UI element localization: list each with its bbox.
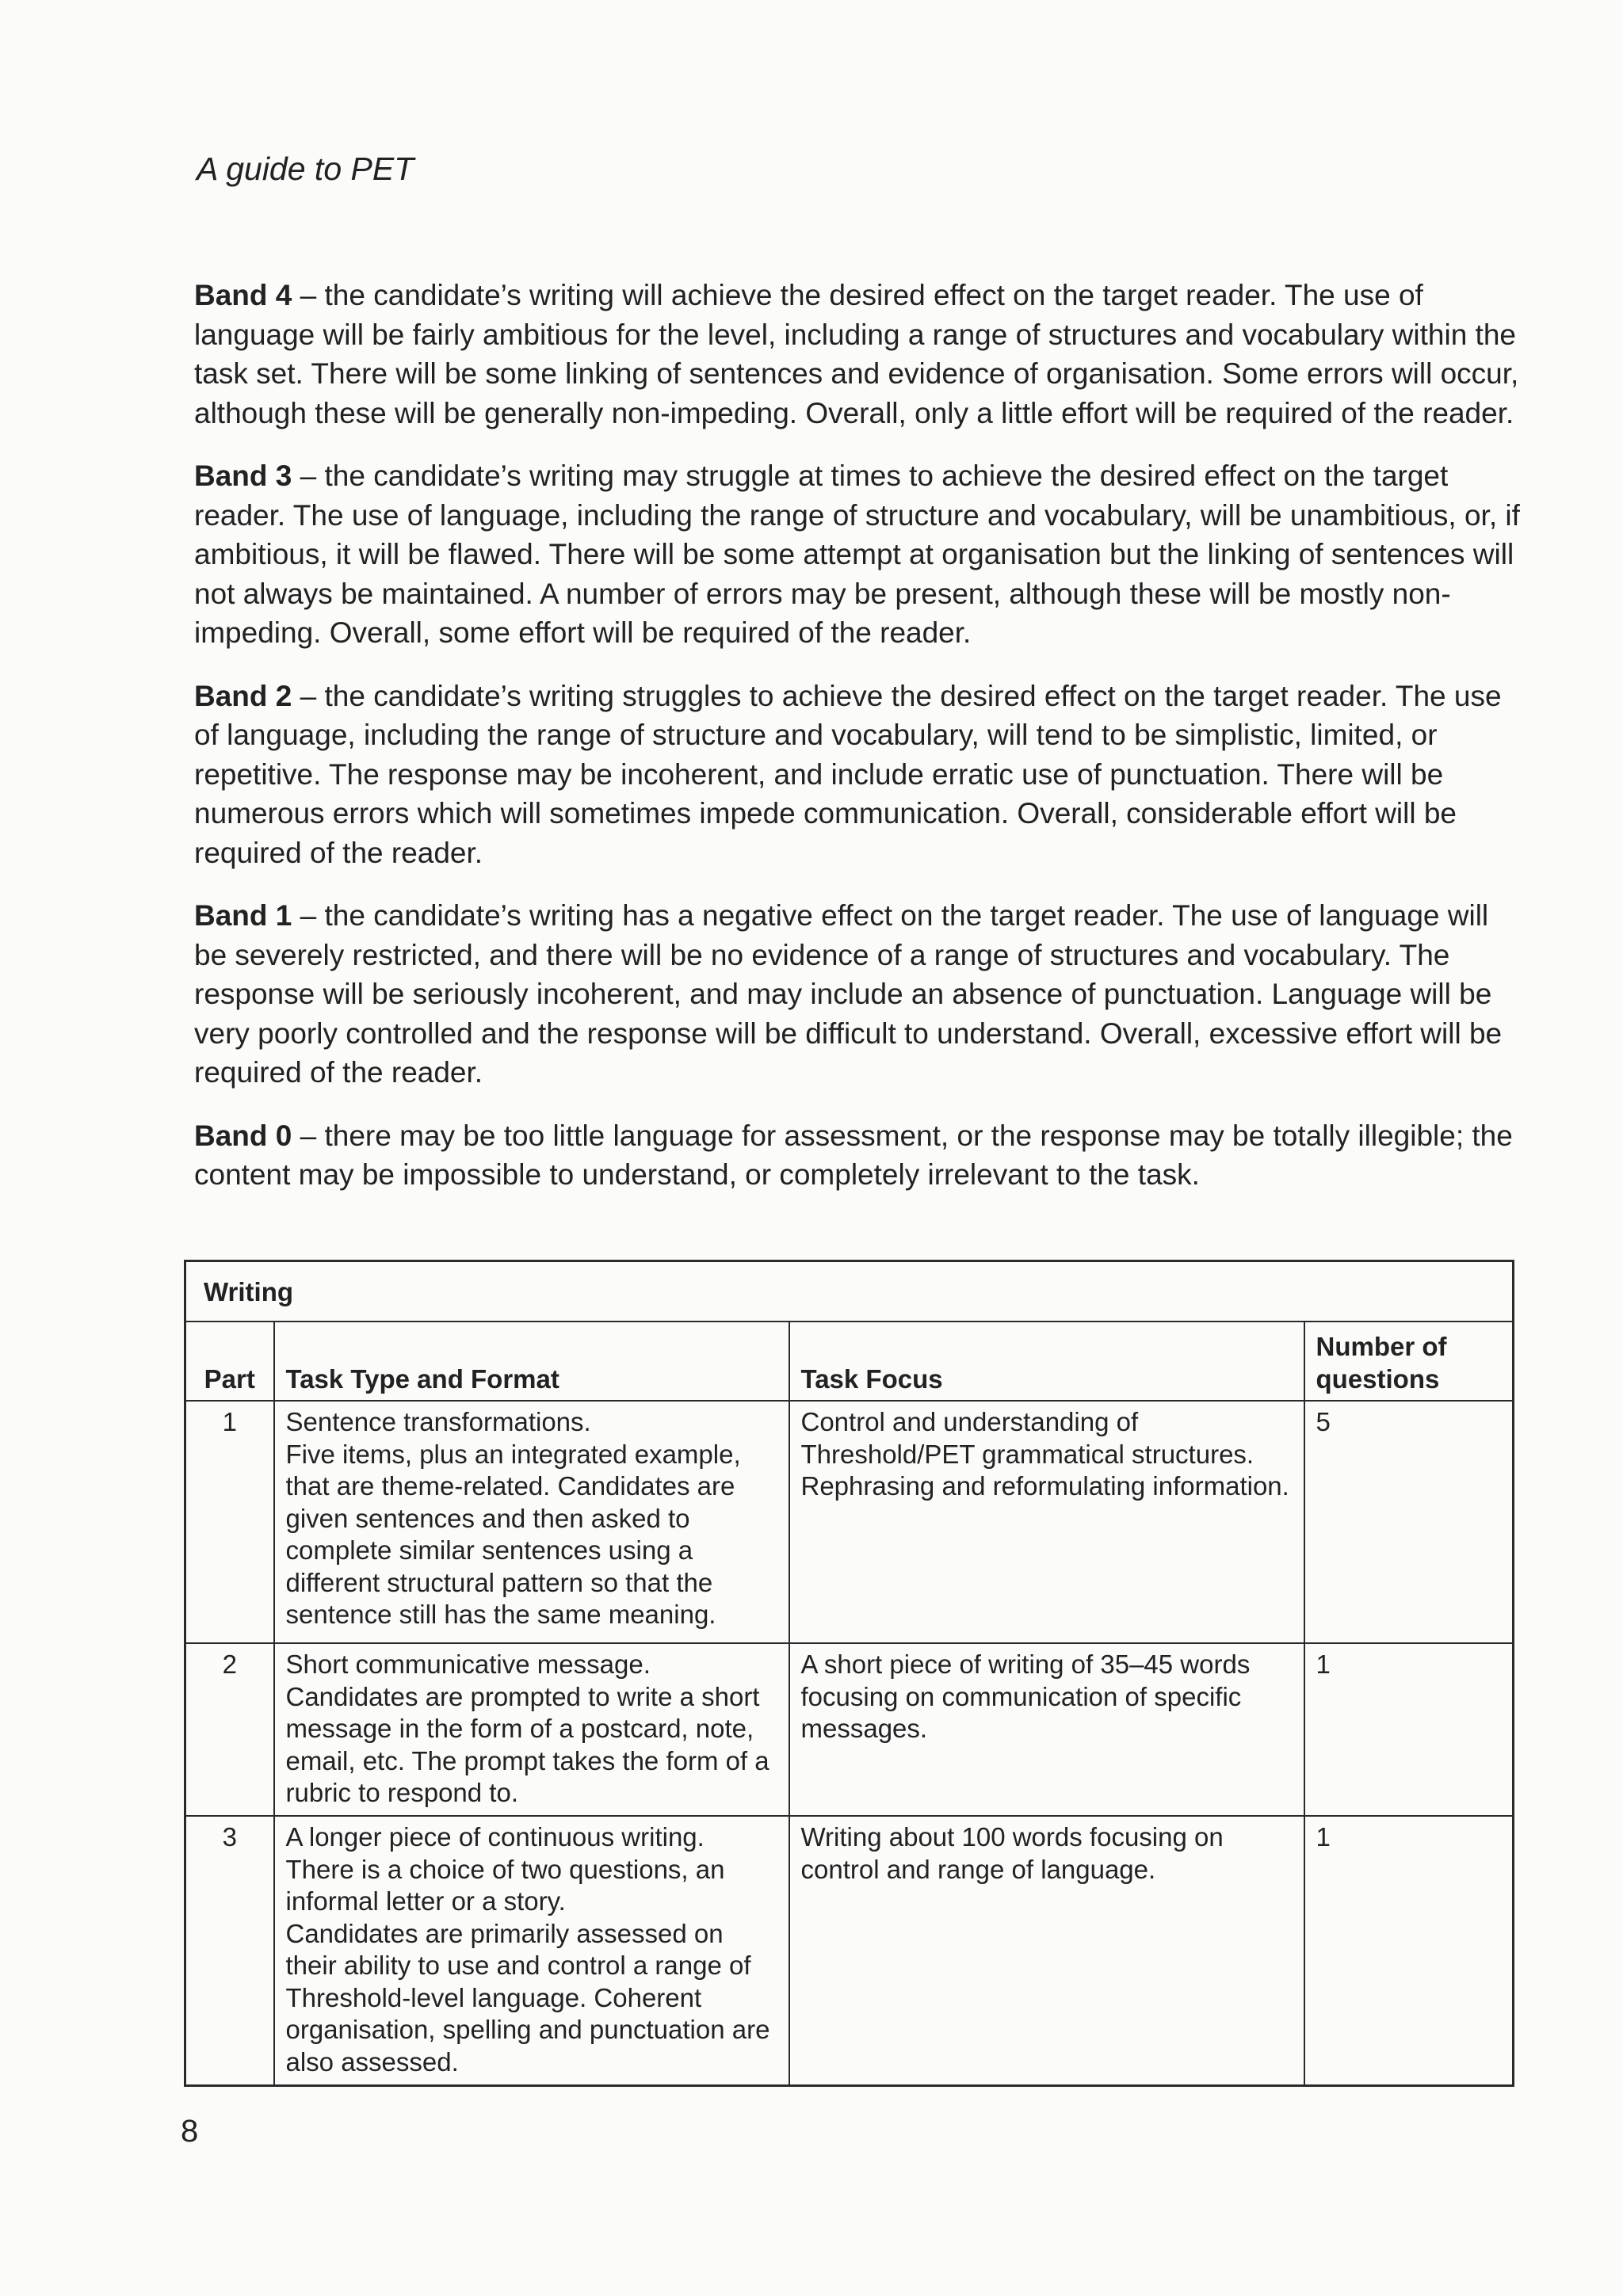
header-part: Part (185, 1322, 274, 1401)
part-cell: 3 (185, 1816, 274, 2086)
table-row (185, 1816, 1514, 2086)
table-title-row (185, 1261, 1514, 1322)
header-task-focus: Task Focus (789, 1322, 1304, 1401)
band-text: – there may be too little language for assessment, or the response may be totally illegible; the content may be impossible to understand, or completely irrelevant to the task. (194, 1119, 1513, 1191)
part-cell: 1 (185, 1401, 274, 1643)
band-1-paragraph (194, 896, 1526, 1093)
band-label: Band 0 (194, 1119, 292, 1152)
task-focus-cell: Writing about 100 words focusing on control and range of language. (789, 1816, 1304, 2086)
task-type-cell: A longer piece of continuous writing. There is a choice of two questions, an informal letter or a story. Candidates are primarily assessed on their ability to use and control a range of Threshold-level language. Coherent organisation, spelling and punctuation are also assessed. (274, 1816, 789, 2086)
running-title: A guide to PET (197, 151, 414, 187)
band-text: – the candidate’s writing has a negative effect on the target reader. The use of language will be severely restricted, and there will be no evidence of a range of structures and vocabulary. The response will be seriously incoherent, and may include an absence of punctuation. Language will be very poorly controlled and the response will be difficult to understand. Overall, excessive effort will be required of the reader. (194, 899, 1503, 1089)
table-title: Writing (185, 1261, 1514, 1322)
table-header-row (185, 1322, 1514, 1401)
task-focus-cell: A short piece of writing of 35–45 words focusing on communication of specific messages. (789, 1643, 1304, 1816)
band-label: Band 3 (194, 460, 292, 492)
band-3-paragraph (194, 456, 1526, 653)
band-0-paragraph (194, 1116, 1526, 1195)
task-type-cell: Sentence transformations. Five items, plus an integrated example, that are theme-related. Candidates are given sentences and then asked to complete similar sentences using a different structural pattern so that the sentence still has the same meaning. (274, 1401, 789, 1643)
num-questions-cell: 5 (1304, 1401, 1514, 1643)
table-row (185, 1401, 1514, 1643)
page-number: 8 (181, 2114, 199, 2149)
band-text: – the candidate’s writing may struggle at times to achieve the desired effect on the target reader. The use of language, including the range of structure and vocabulary, will be unambitious, or, if ambitious, it will be flawed. There will be some attempt at organisation but the linking of sentences will not always be maintained. A number of errors may be present, although these will be mostly non-impeding. Overall, some effort will be required of the reader. (194, 460, 1520, 649)
band-label: Band 2 (194, 679, 292, 712)
band-descriptors (194, 276, 1526, 1219)
band-label: Band 4 (194, 279, 292, 311)
band-text: – the candidate’s writing struggles to achieve the desired effect on the target reader. The use of language, including the range of structure and vocabulary, will tend to be simplistic, limited, or repetitive. The response may be incoherent, and include erratic use of punctuation. There will be numerous errors which will sometimes impede communication. Overall, considerable effort will be required of the reader. (194, 679, 1502, 869)
band-2-paragraph (194, 677, 1526, 873)
table-row (185, 1643, 1514, 1816)
band-4-paragraph (194, 276, 1526, 433)
task-type-cell: Short communicative message. Candidates are prompted to write a short message in the form of a postcard, note, email, etc. The prompt takes the form of a rubric to respond to. (274, 1643, 789, 1816)
part-cell: 2 (185, 1643, 274, 1816)
band-label: Band 1 (194, 899, 292, 932)
num-questions-cell: 1 (1304, 1816, 1514, 2086)
band-text: – the candidate’s writing will achieve the desired effect on the target reader. The use of language will be fairly ambitious for the level, including a range of structures and vocabulary within the task set. There will be some linking of sentences and evidence of organisation. Some errors will occur, although these will be generally non-impeding. Overall, only a little effort will be required of the reader. (194, 279, 1519, 429)
writing-table (184, 1260, 1514, 2087)
header-number-of-questions: Number of questions (1304, 1322, 1514, 1401)
num-questions-cell: 1 (1304, 1643, 1514, 1816)
header-task-type: Task Type and Format (274, 1322, 789, 1401)
task-focus-cell: Control and understanding of Threshold/PET grammatical structures. Rephrasing and reformulating information. (789, 1401, 1304, 1643)
